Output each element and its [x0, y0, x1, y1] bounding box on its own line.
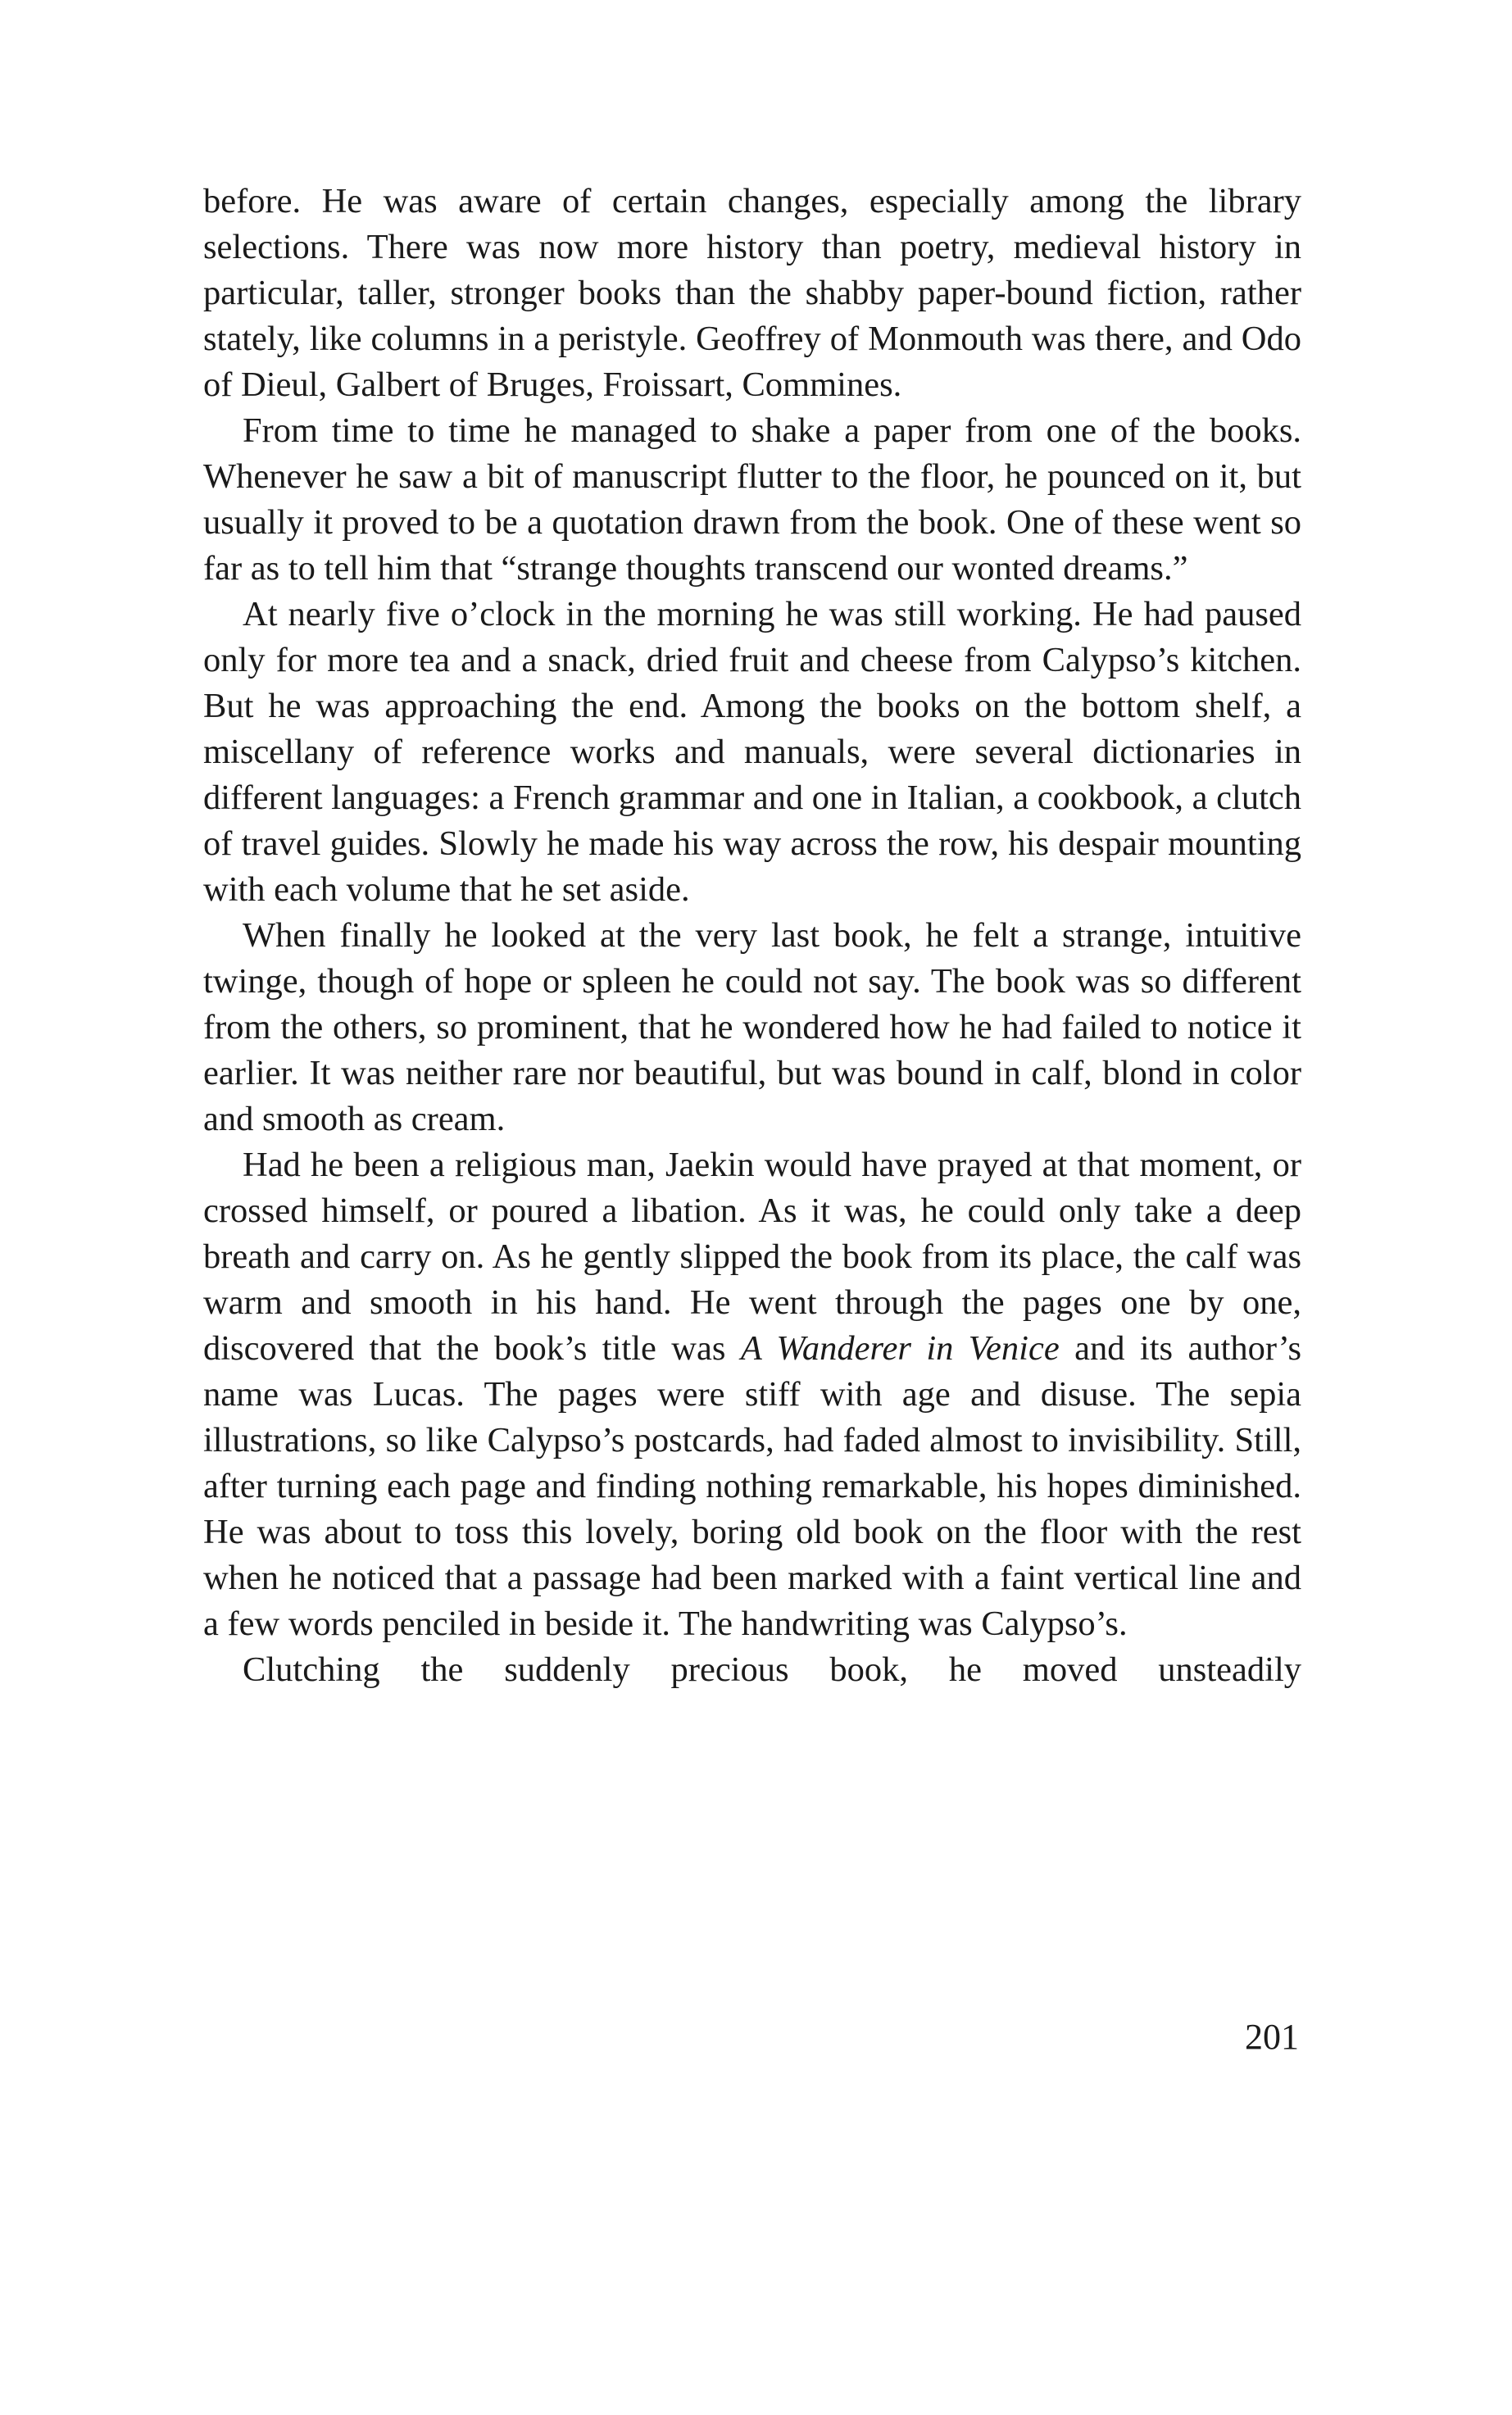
text-segment: From time to time he managed to shake a paper from one of the books. Whenever he saw a bit of manuscript flutter to the floor, he pounced on it, but usually it proved to be a quotation drawn from the book. One of these went so far as to tell him that “strange thoughts transcend our wonted dreams.”: [203, 411, 1301, 588]
text-segment: At nearly five o’clock in the morning he was still working. He had paused only for more tea and a snack, dried fruit and cheese from Calypso’s kitchen. But he was approaching the end. Among the books on the bottom shelf, a miscellany of reference works and manuals, were several dictionaries in different languages: a French grammar and one in Italian, a cookbook, a clutch of travel guides. Slowly he made his way across the row, his despair mounting with each volume that he set aside.: [203, 595, 1301, 909]
text-segment: Had he been a religious man, Jaekin would have prayed at that moment, or crossed himself, or poured a libation. As it was, he could only take a deep breath and carry on. As he gently slipped the book from its place, the calf was warm and smooth in his hand. He went through the pages one by one, discovered that the book’s title was: [203, 1146, 1301, 1368]
page-number: 201: [1245, 2017, 1299, 2057]
paragraph: [203, 913, 1301, 1142]
paragraph: [203, 179, 1301, 408]
paragraph: [203, 1142, 1301, 1647]
paragraph: [203, 1647, 1301, 1693]
paragraph: [203, 592, 1301, 913]
text-segment: When finally he looked at the very last book, he felt a strange, intuitive twinge, though of hope or spleen he could not say. The book was so different from the others, so prominent, that he wondered how he had failed to notice it earlier. It was neither rare nor beautiful, but was bound in calf, blond in color and smooth as cream.: [203, 916, 1301, 1138]
text-segment: Clutching the suddenly precious book, he moved unsteadily: [243, 1650, 1301, 1689]
text-segment: before. He was aware of certain changes, especially among the library selections. There was now more history than poetry, medieval history in particular, taller, stronger books than the shabby paper-bound fiction, rather stately, like columns in a peristyle. Geoffrey of Monmouth was there, and Odo of Dieul, Galbert of Bruges, Froissart, Commines.: [203, 182, 1301, 404]
book-title-italic: A Wanderer in Venice: [740, 1329, 1060, 1368]
text-segment: and its author’s name was Lucas. The pages were stiff with age and disuse. The sepia illustrations, so like Calypso’s postcards, had faded almost to invisibility. Still, after turning each page and finding nothing remarkable, his hopes diminished. He was about to toss this lovely, boring old book on the floor with the rest when he noticed that a passage had been marked with a faint vertical line and a few words penciled in beside it. The handwriting was Calypso’s.: [203, 1329, 1301, 1643]
paragraph: [203, 408, 1301, 592]
body-text: [203, 179, 1301, 1693]
